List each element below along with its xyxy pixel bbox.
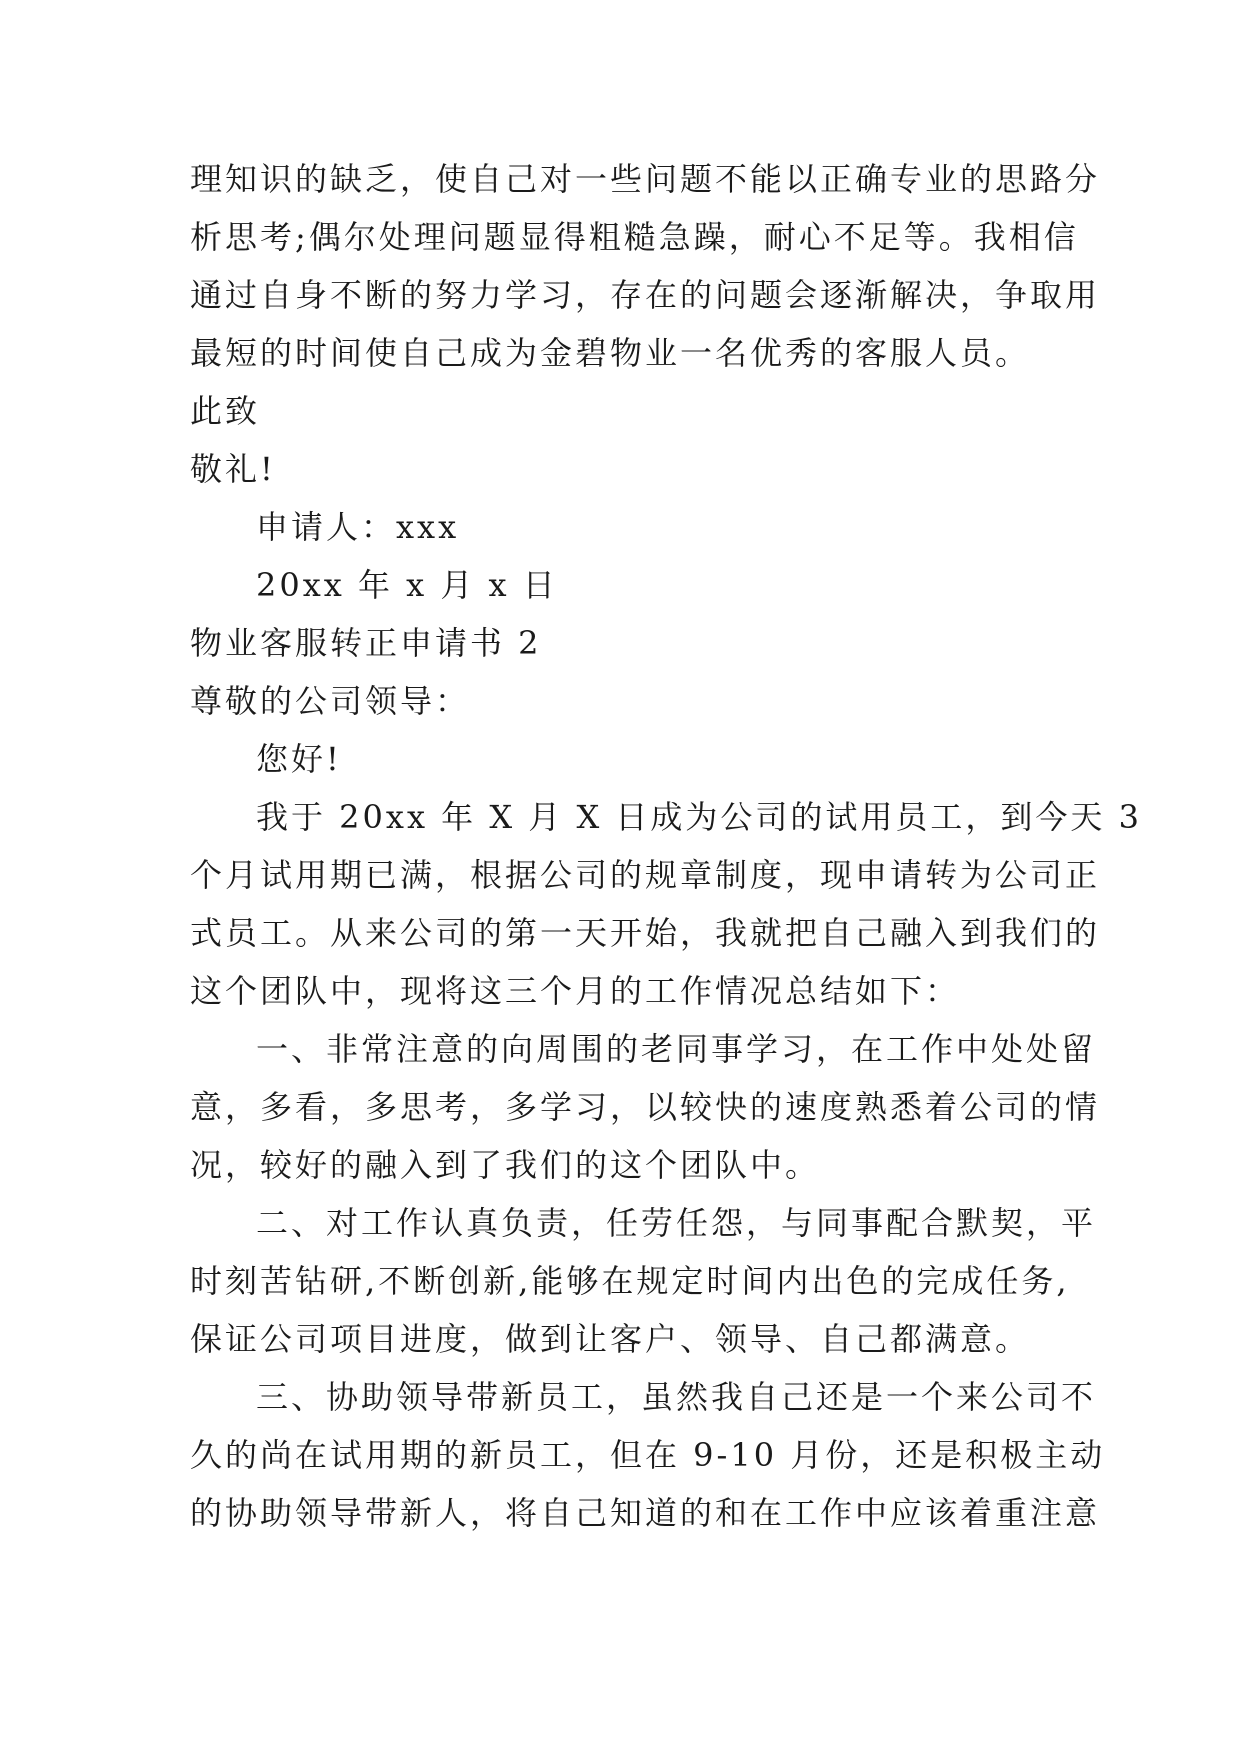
text-line: 敬礼! [190,450,276,488]
text-line: 式员工。从来公司的第一天开始，我就把自己融入到我们的 [190,914,1101,952]
text-line: 析思考;偶尔处理问题显得粗糙急躁，耐心不足等。我相信 [190,218,1079,256]
text-line: 最短的时间使自己成为金碧物业一名优秀的客服人员。 [190,334,1031,372]
text-line: 一、非常注意的向周围的老同事学习，在工作中处处留 [256,1030,1097,1068]
text-line: 申请人：xxx [256,508,460,546]
text-line: 这个团队中，现将这三个月的工作情况总结如下： [190,972,961,1010]
text-line: 此致 [190,392,261,430]
text-line: 20xx 年 x 月 x 日 [256,566,558,604]
text-line: 通过自身不断的努力学习，存在的问题会逐渐解决，争取用 [190,276,1101,314]
text-line: 况，较好的融入到了我们的这个团队中。 [190,1146,821,1184]
text-line: 理知识的缺乏，使自己对一些问题不能以正确专业的思路分 [190,160,1101,198]
text-line: 物业客服转正申请书 2 [190,624,542,662]
text-line: 您好! [256,740,342,778]
text-line: 时刻苦钻研,不断创新,能够在规定时间内出色的完成任务, [190,1262,1070,1300]
text-line: 我于 20xx 年 X 月 X 日成为公司的试用员工，到今天 3 [256,798,1142,836]
text-line: 的协助领导带新人，将自己知道的和在工作中应该着重注意 [190,1494,1101,1532]
text-line: 保证公司项目进度，做到让客户、领导、自己都满意。 [190,1320,1031,1358]
text-line: 意，多看，多思考，多学习，以较快的速度熟悉着公司的情 [190,1088,1101,1126]
text-line: 三、协助领导带新员工，虽然我自己还是一个来公司不 [256,1378,1097,1416]
text-line: 久的尚在试用期的新员工，但在 9-10 月份，还是积极主动 [190,1436,1106,1474]
text-line: 二、对工作认真负责，任劳任怨，与同事配合默契，平 [256,1204,1097,1242]
text-line: 尊敬的公司领导： [190,682,471,720]
text-line: 个月试用期已满，根据公司的规章制度，现申请转为公司正 [190,856,1101,894]
document-body [190,150,1142,1542]
